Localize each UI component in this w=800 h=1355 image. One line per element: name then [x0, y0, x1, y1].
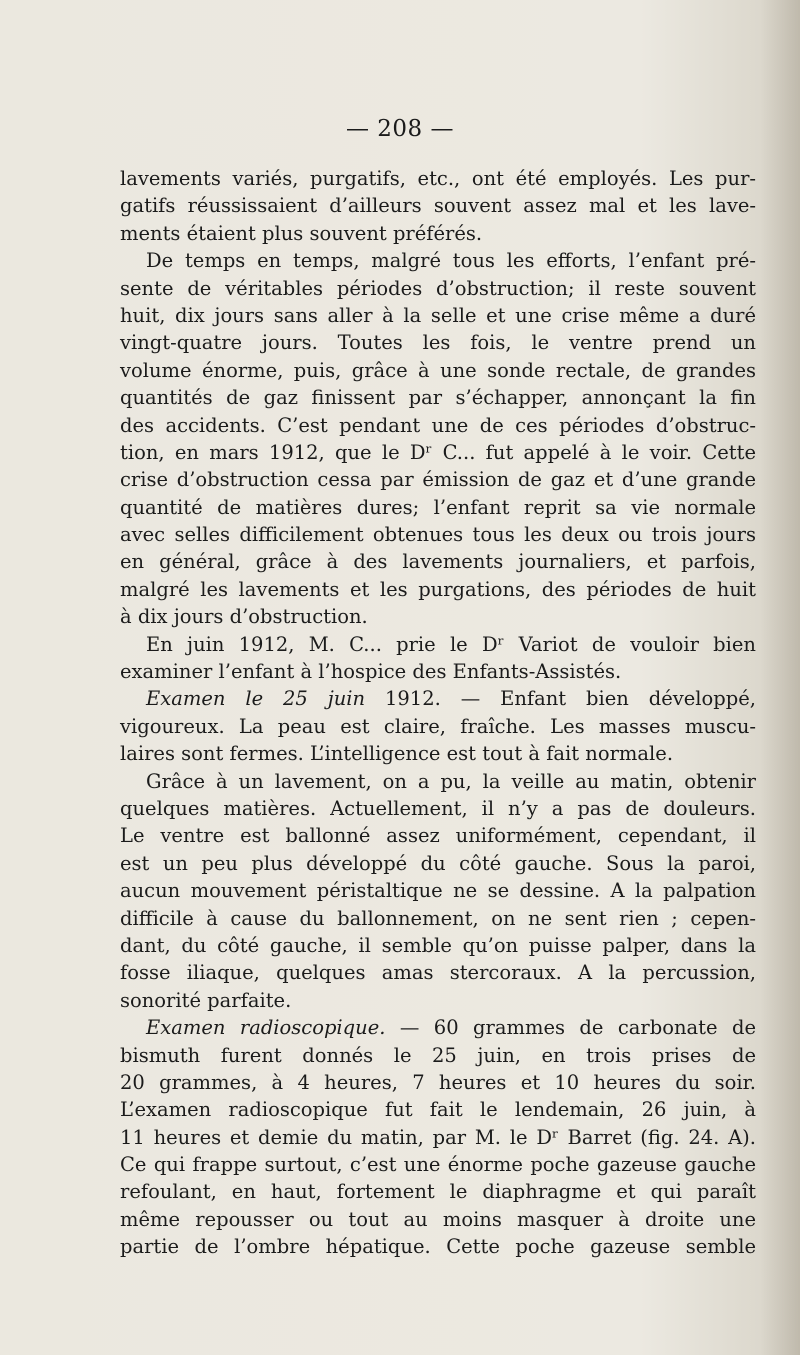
- text-line: [120, 877, 756, 904]
- line-text: bismuth furent donnés le 25 juin, en trois prises de: [120, 1043, 756, 1067]
- text-line: [120, 795, 756, 822]
- text-line: [120, 302, 756, 329]
- line-text: lavements variés, purgatifs, etc., ont été employés. Les pur-: [120, 167, 756, 190]
- text-line: [120, 521, 756, 548]
- text-line: [120, 466, 756, 493]
- line-text: volume énorme, puis, grâce à une sonde rectale, de grandes: [120, 358, 756, 382]
- line-text: refoulant, en haut, fortement le diaphragme et qui paraît: [120, 1180, 756, 1204]
- text-line: [120, 220, 756, 247]
- text-line: [120, 658, 756, 685]
- text-line: [120, 959, 756, 986]
- text-line: [120, 329, 756, 356]
- line-text: 20 grammes, à 4 heures, 7 heures et 10 heures du soir.: [120, 1070, 756, 1094]
- line-text: examiner l’enfant à l’hospice des Enfants-Assistés.: [120, 660, 622, 684]
- text-line: [120, 713, 756, 740]
- text-line: [120, 1096, 756, 1123]
- line-text: même repousser ou tout au moins masquer à droite une: [120, 1207, 756, 1231]
- line-text: quantité de matières dures; l’enfant reprit sa vie normale: [120, 495, 756, 519]
- line-text: 11 heures et demie du matin, par M. le Dʳ Barret (fig. 24. A).: [120, 1125, 756, 1149]
- line-text: fosse iliaque, quelques amas stercoraux. A la percussion,: [120, 961, 756, 985]
- text-line: [120, 1069, 756, 1096]
- text-line: [120, 905, 756, 932]
- line-text: quantités de gaz finissent par s’échapper, annonçant la fin: [120, 386, 756, 410]
- italic-heading: Examen le 25 juin: [146, 687, 366, 711]
- text-line: [120, 740, 756, 767]
- line-text: en général, grâce à des lavements journaliers, et parfois,: [120, 550, 756, 574]
- line-text: dant, du côté gauche, il semble qu’on puisse palper, dans la: [120, 933, 756, 957]
- page-number: — 208 —: [345, 116, 455, 142]
- line-text: difficile à cause du ballonnement, on ne sent rien ; cepen-: [120, 906, 756, 930]
- text-line: [120, 192, 756, 219]
- line-text: aucun mouvement péristaltique ne se dessine. A la palpation: [120, 879, 756, 903]
- line-text: gatifs réussissaient d’ailleurs souvent assez mal et les lave-: [120, 194, 756, 218]
- text-line: [120, 822, 756, 849]
- line-text: est un peu plus développé du côté gauche. Sous la paroi,: [120, 851, 756, 875]
- line-text: huit, dix jours sans aller à la selle et une crise même a duré: [120, 303, 756, 327]
- line-text: avec selles difficilement obtenues tous les deux ou trois jours: [120, 523, 756, 547]
- body-text: [120, 165, 756, 1261]
- text-line: [120, 384, 756, 411]
- text-line: [120, 576, 756, 603]
- text-line: [120, 1042, 756, 1069]
- line-text: vingt-quatre jours. Toutes les fois, le ventre prend un: [120, 331, 756, 355]
- text-line: [120, 1206, 756, 1233]
- text-line: [120, 275, 756, 302]
- line-text: sente de véritables périodes d’obstruction; il reste souvent: [120, 276, 756, 300]
- text-line: [120, 850, 756, 877]
- line-text: L’examen radioscopique fut fait le lendemain, 26 juin, à: [120, 1098, 756, 1122]
- line-text: malgré les lavements et les purgations, des périodes de huit: [120, 577, 756, 601]
- line-text: des accidents. C’est pendant une de ces périodes d’obstruc-: [120, 413, 756, 437]
- text-line: [120, 631, 756, 658]
- line-text: laires sont fermes. L’intelligence est tout à fait normale.: [120, 742, 674, 766]
- page-edge-shadow: [760, 0, 800, 1355]
- line-text: En juin 1912, M. C... prie le Dʳ Variot de vouloir bien: [146, 632, 756, 656]
- text-line: [120, 685, 756, 712]
- text-line: [120, 768, 756, 795]
- text-line: [120, 1178, 756, 1205]
- line-text: sonorité parfaite.: [120, 988, 292, 1012]
- text-line: [120, 165, 756, 192]
- line-text: vigoureux. La peau est claire, fraîche. Les masses muscu-: [120, 714, 756, 738]
- line-text: Grâce à un lavement, on a pu, la veille au matin, obtenir: [146, 769, 756, 793]
- text-line: [120, 1151, 756, 1178]
- line-text: quelques matières. Actuellement, il n’y a pas de douleurs.: [120, 796, 756, 820]
- line-text: tion, en mars 1912, que le Dʳ C... fut appelé à le voir. Cette: [120, 440, 756, 464]
- text-line: [120, 439, 756, 466]
- line-text: Le ventre est ballonné assez uniformément, cependant, il: [120, 824, 756, 848]
- line-text: à dix jours d’obstruction.: [120, 605, 368, 629]
- line-text: 1912. — Enfant bien développé,: [365, 687, 756, 711]
- text-line: [120, 932, 756, 959]
- line-text: partie de l’ombre hépatique. Cette poche gazeuse semble: [120, 1235, 756, 1259]
- line-text: crise d’obstruction cessa par émission de gaz et d’une grande: [120, 468, 756, 492]
- italic-heading: Examen radioscopique.: [146, 1016, 386, 1040]
- line-text: De temps en temps, malgré tous les efforts, l’enfant pré-: [146, 249, 756, 273]
- line-text: Ce qui frappe surtout, c’est une énorme poche gazeuse gauche: [120, 1153, 756, 1177]
- text-line: [120, 357, 756, 384]
- line-text: ments étaient plus souvent préférés.: [120, 221, 483, 245]
- text-line: [120, 1014, 756, 1041]
- line-text: — 60 grammes de carbonate de: [385, 1016, 756, 1040]
- text-line: [120, 548, 756, 575]
- text-line: [120, 494, 756, 521]
- text-line: [120, 1124, 756, 1151]
- text-line: [120, 987, 756, 1014]
- text-line: [120, 412, 756, 439]
- text-line: [120, 1233, 756, 1260]
- text-line: [120, 603, 756, 630]
- text-line: [120, 247, 756, 274]
